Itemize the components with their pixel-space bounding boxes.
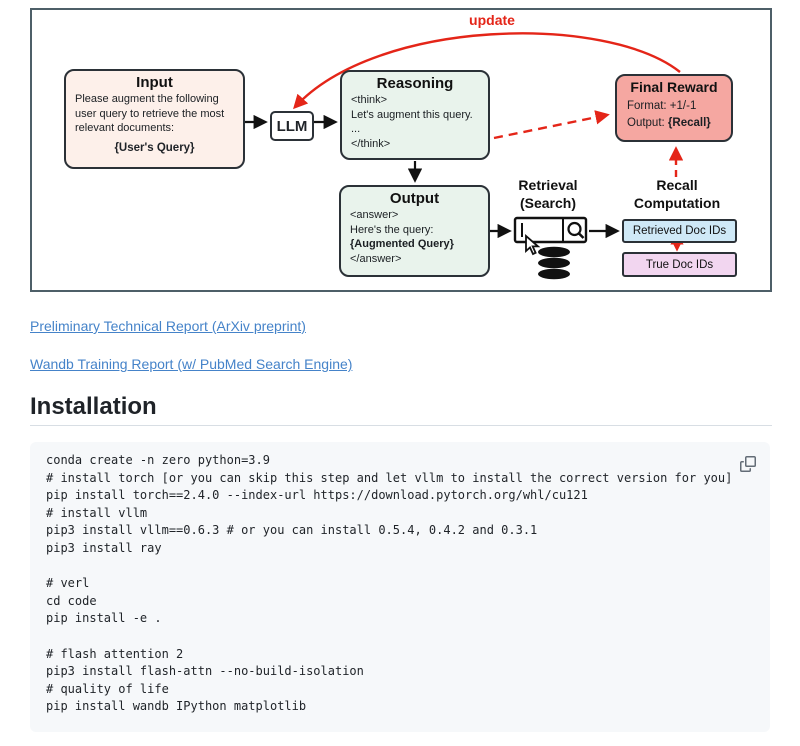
reward-dashed-arrow (494, 115, 607, 138)
installation-code-block (30, 442, 770, 732)
architecture-diagram (30, 8, 772, 292)
code-line: pip3 install ray (46, 540, 162, 555)
output-line: </answer> (350, 252, 402, 265)
installation-heading: Installation (30, 394, 772, 426)
code-line: # verl (46, 576, 90, 591)
reasoning-line: <think> (351, 94, 388, 106)
code-line: pip install torch==2.4.0 --index-url https://download.pytorch.org/whl/cu121 (46, 488, 588, 503)
code-line: # install torch [or you can skip this step and let vllm to install the correct version for you] (46, 470, 733, 485)
final-reward-title: Final Reward (630, 79, 718, 95)
output-line: <answer> (350, 209, 399, 221)
input-title: Input (136, 74, 173, 91)
final-reward-box (615, 74, 733, 142)
code-line: pip3 install flash-attn --no-build-isolation (46, 664, 364, 679)
mouse-pointer-icon (526, 236, 538, 254)
reasoning-box (340, 70, 490, 160)
output-box (339, 185, 490, 277)
true-doc-ids-box: True Doc IDs (622, 252, 737, 277)
reasoning-line: Let's augment this query. (351, 108, 473, 121)
copy-code-button[interactable] (734, 450, 762, 478)
code-line: pip install wandb IPython matplotlib (46, 699, 307, 714)
wandb-report-link[interactable]: Wandb Training Report (w/ PubMed Search Engine) (30, 356, 353, 372)
user-query-var: {User's Query} (114, 141, 195, 154)
input-body: Please augment the following user query to retrieve the most relevant documents: (75, 93, 225, 135)
copy-icon (740, 456, 756, 472)
code-line: # quality of life (46, 681, 169, 696)
llm-box (270, 111, 314, 141)
code-line: # install vllm (46, 505, 148, 520)
code-line (46, 558, 754, 576)
retrieved-doc-ids-box: Retrieved Doc IDs (622, 219, 737, 243)
recall-var: {Recall} (667, 117, 711, 130)
reward-format-line: Format: +1/-1 (627, 100, 697, 112)
code-line: pip3 install vllm==0.6.3 # or you can install 0.5.4, 0.4.2 and 0.3.1 (46, 523, 538, 538)
output-title: Output (389, 190, 440, 207)
reward-output-line: Output: {Recall} (627, 117, 711, 130)
input-box (64, 69, 245, 169)
retrieval-label: Retrieval (Search) (518, 177, 578, 212)
reasoning-line: ... (351, 123, 361, 136)
output-line: Here's the query: (350, 223, 434, 236)
code-line (46, 628, 754, 646)
code-line: pip install -e . (46, 611, 162, 626)
recall-computation-label: Recall Computation (633, 177, 721, 212)
reasoning-line: </think> (351, 137, 391, 150)
code-line: # flash attention 2 (46, 646, 184, 661)
code-line: conda create -n zero python=3.9 (46, 453, 270, 467)
reasoning-title: Reasoning (376, 75, 454, 92)
augmented-query-var: {Augmented Query} (350, 238, 454, 251)
update-label: update (469, 12, 515, 28)
database-icon (538, 247, 570, 280)
code-line: cd code (46, 593, 97, 608)
arxiv-report-link[interactable]: Preliminary Technical Report (ArXiv preprint) (30, 318, 306, 334)
llm-label: LLM (276, 117, 308, 135)
search-icon (515, 218, 586, 242)
